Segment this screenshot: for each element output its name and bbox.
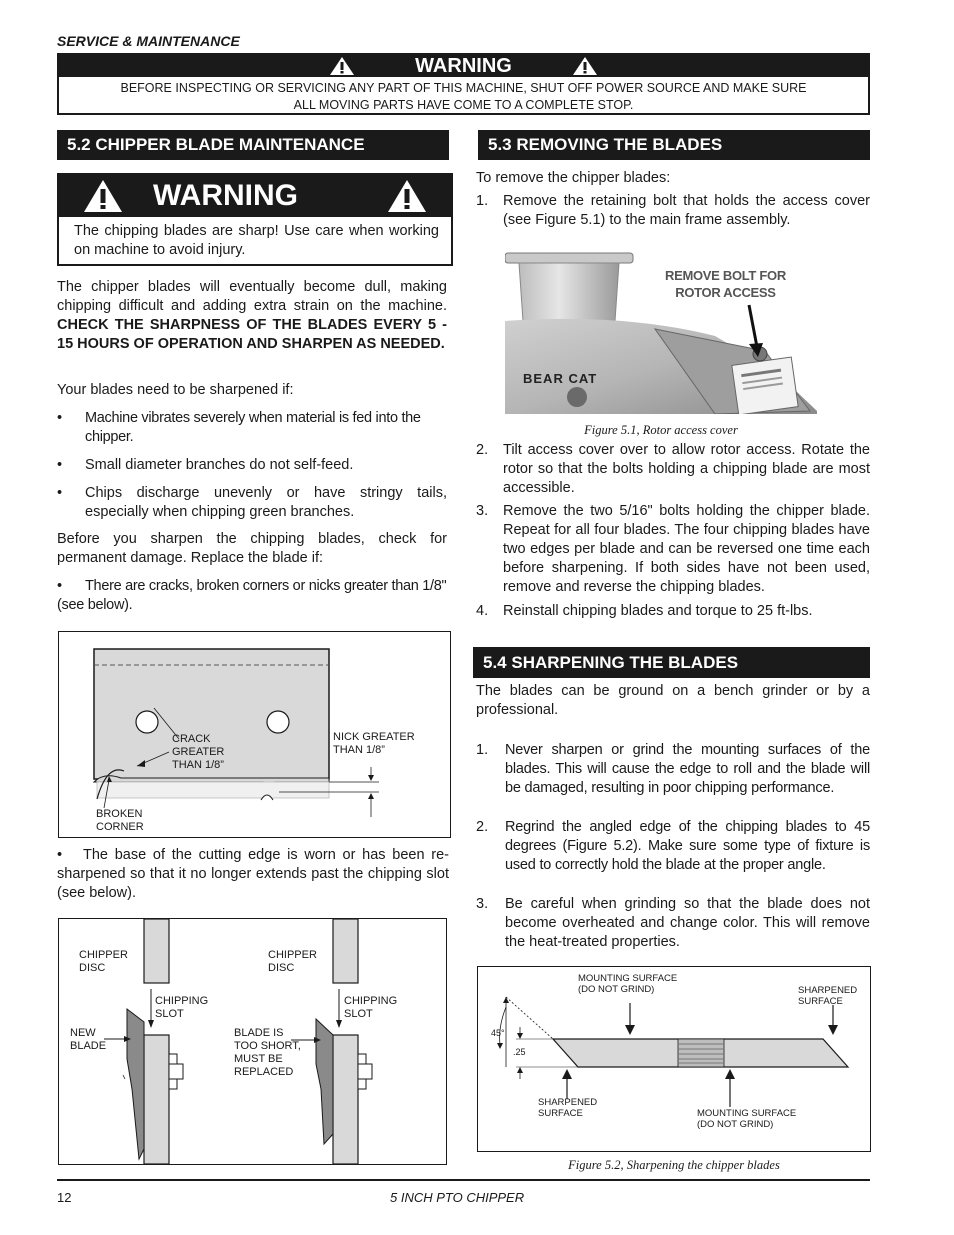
bullet-item [57, 484, 447, 522]
crack-label-line: CRACK [172, 733, 211, 745]
top-warning-line2: ALL MOVING PARTS HAVE COME TO A COMPLETE STOP. [293, 98, 634, 112]
chipping-slot-diagram [58, 918, 447, 1165]
bullet-dot: • [57, 578, 62, 594]
section-label: SERVICE & MAINTENANCE [57, 33, 240, 49]
remove-step-1 [476, 192, 870, 230]
brand-logo: BEAR CAT [523, 371, 598, 386]
label-line: CHIPPING [344, 995, 398, 1007]
top-warning-header [59, 55, 868, 77]
sharpen-step-1 [476, 741, 870, 798]
new-blade-label [70, 1027, 106, 1053]
warning-triangle-icon [83, 179, 123, 213]
label-line: DISC [79, 962, 106, 974]
step-text: Regrind the angled edge of the chipping blades to 45 degrees (Figure 5.2). Make sure some type of fixture is used to correctly hold the blade at the proper angle. [505, 819, 870, 873]
bullet-dot: • [57, 457, 63, 473]
para-dull-blades-text: The chipper blades will eventually become dull, making chipping difficult and adding extra strain on the machine. [57, 279, 447, 314]
label-line: MUST BE [234, 1053, 283, 1065]
crack-label-line: GREATER [172, 746, 225, 758]
mount-bottom-label [697, 1108, 796, 1130]
label-line: NEW [70, 1027, 96, 1039]
footer-rule [57, 1179, 870, 1181]
label-line: DISC [268, 962, 295, 974]
sharpening-diagram [477, 966, 871, 1152]
nick-label [333, 731, 415, 757]
bullet-item [57, 846, 449, 903]
top-warning-line1: BEFORE INSPECTING OR SERVICING ANY PART OF THIS MACHINE, SHUT OFF POWER SOURCE AND MAKE SURE [120, 81, 807, 95]
para-dull-blades [57, 278, 447, 354]
remove-intro: To remove the chipper blades: [476, 170, 671, 186]
step-number: 4. [476, 603, 489, 619]
blade-warning-header [59, 175, 451, 217]
section-5-3-title [478, 130, 870, 160]
bullet-text: There are cracks, broken corners or nicks greater than 1/8" (see below). [57, 578, 447, 613]
step-text: Tilt access cover over to allow rotor access. Rotate the rotor so that the bolts holding a chipping blade are most accessible. [503, 442, 870, 496]
photo-callout-line: REMOVE BOLT FOR [665, 268, 786, 283]
label-line: SURFACE [538, 1108, 583, 1119]
bullet-item [57, 577, 449, 615]
blade-warning-text: The chipping blades are sharp! Use care when working on machine to avoid injury. [74, 223, 439, 258]
remove-step-3 [476, 502, 870, 597]
label-line: (DO NOT GRIND) [697, 1119, 774, 1130]
sharpen-intro: The blades can be ground on a bench grinder or by a professional. [476, 683, 870, 718]
nick-label-line: NICK GREATER [333, 731, 415, 743]
bullet-dot: • [57, 847, 63, 863]
warning-triangle-icon [387, 179, 427, 213]
label-line: (DO NOT GRIND) [578, 984, 655, 995]
crack-label-line: THAN 1/8” [172, 759, 224, 771]
step-number: 2. [476, 442, 489, 458]
broken-label-line: CORNER [96, 821, 144, 833]
label-line: BLADE [70, 1040, 107, 1052]
right-slot-label [344, 995, 397, 1021]
step-number: 3. [476, 896, 489, 912]
rotor-access-photo [505, 251, 817, 414]
step-text: Never sharpen or grind the mounting surfaces of the blades. This will cause the edge to roll and the blade will be damaged, resulting in poor chipping performance. [505, 742, 870, 796]
warning-triangle-icon [329, 56, 355, 76]
broken-label-line: BROKEN [96, 808, 143, 820]
label-line: SLOT [344, 1008, 373, 1020]
step-text: Reinstall chipping blades and torque to 25 ft-lbs. [503, 603, 813, 619]
crack-diagram [58, 631, 451, 838]
warning-triangle-icon [572, 56, 598, 76]
label-line: SURFACE [798, 996, 843, 1007]
footer-title: 5 INCH PTO CHIPPER [390, 1190, 525, 1205]
bullet-dot: • [57, 485, 63, 501]
section-5-2-title [57, 130, 449, 160]
para-dull-blades-bold: CHECK THE SHARPNESS OF THE BLADES EVERY 5 - 15 HOURS OF OPERATION AND SHARPEN AS NEEDED. [57, 317, 447, 352]
figure-5-1-caption: Figure 5.1, Rotor access cover [584, 423, 738, 437]
step-text: Remove the retaining bolt that holds the access cover (see Figure 5.1) to the main frame assembly. [503, 193, 870, 228]
crack-label [172, 733, 224, 772]
nick-label-line: THAN 1/8” [333, 744, 385, 756]
broken-corner-label [96, 808, 144, 834]
section-5-3-title-text: 5.3 REMOVING THE BLADES [488, 135, 723, 154]
mount-top-label [578, 973, 677, 995]
remove-step-2 [476, 441, 870, 498]
bullet-text: The base of the cutting edge is worn or has been re-sharpened so that it no longer extends past the chipping slot (see below). [57, 847, 449, 901]
label-line: SLOT [155, 1008, 184, 1020]
label-line: MOUNTING SURFACE [578, 973, 678, 984]
left-slot-label [155, 995, 208, 1021]
dimension-label: .25 [513, 1047, 526, 1057]
label-line: CHIPPING [155, 995, 209, 1007]
short-blade-label [234, 1027, 301, 1079]
bullet-text: Machine vibrates severely when material is fed into the chipper. [85, 410, 421, 445]
bullet-item [57, 409, 447, 447]
section-5-4-title [473, 647, 870, 678]
para-permanent-damage: Before you sharpen the chipping blades, check for permanent damage. Replace the blade if: [57, 531, 447, 566]
bullet-text: Small diameter branches do not self-feed. [85, 457, 354, 473]
photo-callout-line: ROTOR ACCESS [675, 285, 776, 300]
label-line: MOUNTING SURFACE [697, 1108, 797, 1119]
label-line: SHARPENED [798, 985, 858, 996]
step-text: Remove the two 5/16" bolts holding the chipper blade. Repeat for all four blades. The four chipping blades have two edges per blade and can be reversed one time each before sharpening. If both sides have not been used, remove and reverse the chipping blades. [503, 503, 870, 595]
label-line: SHARPENED [538, 1097, 598, 1108]
label-line: TOO SHORT, [234, 1040, 301, 1052]
top-warning-box [57, 53, 870, 115]
label-line: CHIPPER [79, 949, 128, 961]
top-warning-text [59, 77, 868, 114]
step-number: 3. [476, 503, 489, 519]
photo-callout [665, 267, 786, 301]
blade-warning-title: WARNING [153, 179, 298, 212]
remove-step-4 [476, 602, 870, 621]
blade-warning-box [57, 173, 453, 266]
section-5-2-title-text: 5.2 CHIPPER BLADE MAINTENANCE [67, 135, 365, 154]
bullet-item [57, 456, 447, 475]
para-sharpen-if: Your blades need to be sharpened if: [57, 382, 294, 398]
top-warning-title: WARNING [415, 54, 512, 77]
bullet-text: Chips discharge unevenly or have stringy tails, especially when chipping green branches. [85, 485, 447, 520]
right-disc-label [268, 949, 317, 975]
sharp-bottom-label [538, 1097, 597, 1119]
step-number: 1. [476, 193, 489, 209]
figure-5-2-caption: Figure 5.2, Sharpening the chipper blades [568, 1158, 780, 1172]
step-text: Be careful when grinding so that the blade does not become overheated and change color. This will remove the heat-treated properties. [505, 896, 870, 950]
bullet-dot: • [57, 410, 63, 426]
angle-label: 45° [491, 1028, 505, 1038]
section-5-4-title-text: 5.4 SHARPENING THE BLADES [483, 652, 739, 672]
step-number: 2. [476, 819, 489, 835]
left-disc-label [79, 949, 128, 975]
sharpen-step-2 [476, 818, 870, 875]
page-number: 12 [57, 1190, 72, 1205]
label-line: CHIPPER [268, 949, 317, 961]
sharp-top-label [798, 985, 857, 1007]
step-number: 1. [476, 742, 489, 758]
label-line: BLADE IS [234, 1027, 284, 1039]
sharpen-step-3 [476, 895, 870, 952]
label-line: REPLACED [234, 1066, 294, 1078]
